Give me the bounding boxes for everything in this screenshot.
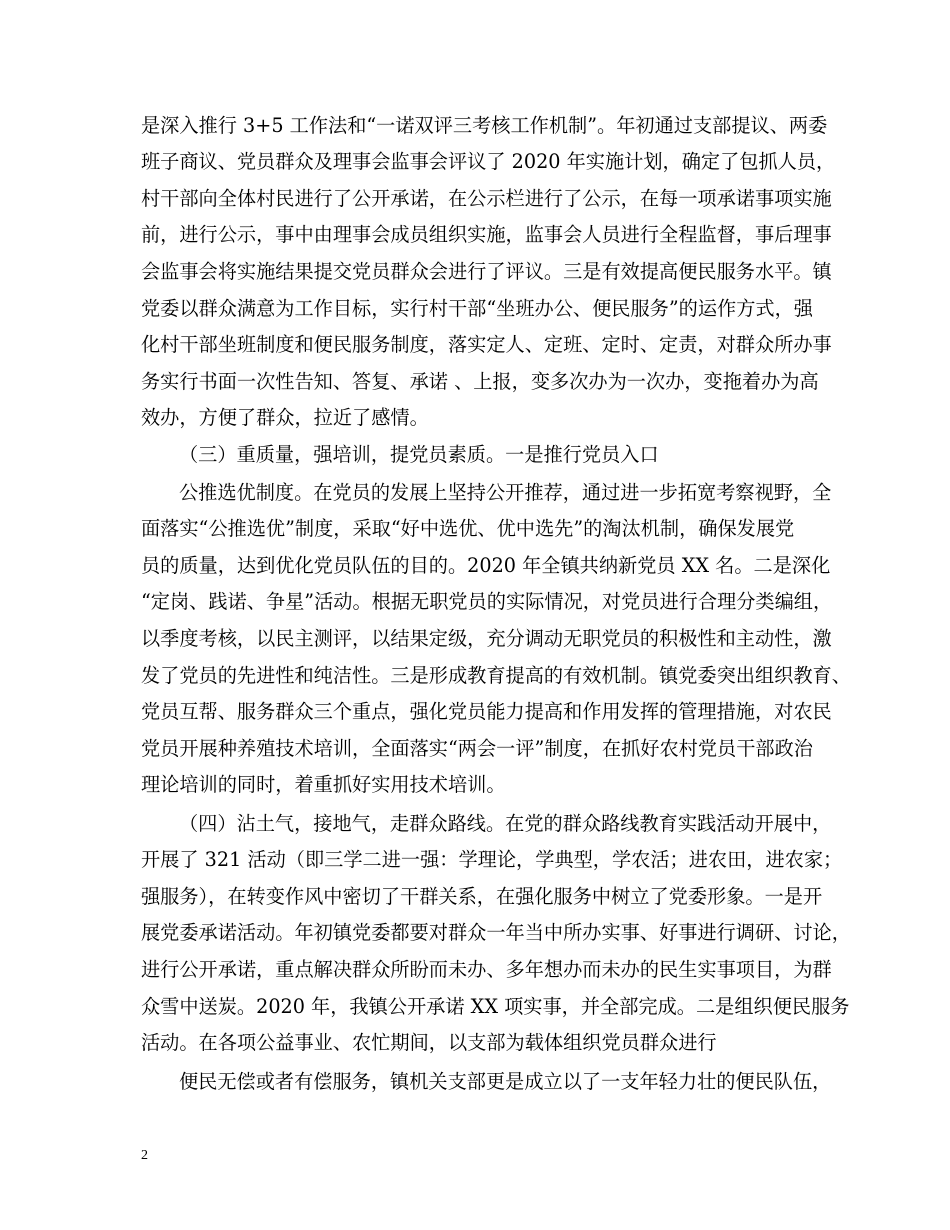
text-line: 展党委承诺活动。年初镇党委都要对群众一年当中所办实事、好事进行调研、讨论， <box>141 921 851 944</box>
section-heading-four: （四）沾土气，接地气，走群众路线。在党的群众路线教育实践活动开展中， <box>179 812 832 835</box>
text-line: 党员互帮、服务群众三个重点，强化党员能力提高和作用发挥的管理措施，对农民 <box>141 700 832 723</box>
text-line: 效办，方便了群众，拉近了感情。 <box>141 406 429 429</box>
text-line: 众雪中送炭。2020 年，我镇公开承诺 XX 项实事，并全部完成。二是组织便民服务 <box>141 995 850 1018</box>
text-line: 村干部向全体村民进行了公开承诺，在公示栏进行了公示，在每一项承诺事项实施 <box>141 187 832 210</box>
text-line: 员的质量，达到优化党员队伍的目的。2020 年全镇共纳新党员 XX 名。二是深化 <box>141 554 831 577</box>
text-line: 理论培训的同时，着重抓好实用技术培训。 <box>141 773 506 796</box>
text-line: 便民无偿或者有偿服务，镇机关支部更是成立以了一支年轻力壮的便民队伍， <box>179 1070 832 1093</box>
text-line: 党员开展种养殖技术培训，全面落实“两会一评”制度，在抓好农村党员干部政治 <box>141 737 813 760</box>
text-line: 开展了 321 活动（即三学二进一强：学理论，学典型，学农活；进农田，进农家； <box>141 848 843 871</box>
text-line: 活动。在各项公益事业、农忙期间，以支部为载体组织党员群众进行 <box>141 1031 717 1054</box>
text-line: 发了党员的先进性和纯洁性。三是形成教育提高的有效机制。镇党委突出组织教育、 <box>141 664 851 687</box>
text-line: 面落实“公推选优”制度，采取“好中选优、优中选先”的淘汰机制，确保发展党 <box>141 517 795 540</box>
text-line: 党委以群众满意为工作目标，实行村干部“坐班办公、便民服务”的运作方式，强 <box>141 297 813 320</box>
page-number: 2 <box>141 1148 148 1163</box>
text-line: 前，进行公示，事中由理事会成员组织实施，监事会人员进行全程监督，事后理事 <box>141 223 832 246</box>
text-line: 公推选优制度。在党员的发展上坚持公开推荐，通过进一步拓宽考察视野，全 <box>179 481 832 504</box>
text-line: 是深入推行 3+5 工作法和“一诺双评三考核工作机制”。年初通过支部提议、两委 <box>141 114 828 137</box>
text-line: 班子商议、党员群众及理事会监事会评议了 2020 年实施计划，确定了包抓人员， <box>141 150 836 173</box>
text-line: 务实行书面一次性告知、答复、承诺 、上报，变多次办为一次办，变拖着办为高 <box>141 370 819 393</box>
text-line: 强服务），在转变作风中密切了干群关系，在强化服务中树立了党委形象。一是开 <box>141 885 823 908</box>
section-heading-three: （三）重质量，强培训，提党员素质。一是推行党员入口 <box>179 443 659 466</box>
text-line: “定岗、践诺、争星”活动。根据无职党员的实际情况，对党员进行合理分类编组， <box>141 590 833 613</box>
text-line: 会监事会将实施结果提交党员群众会进行了评议。三是有效提高便民服务水平。镇 <box>141 260 832 283</box>
text-line: 进行公开承诺，重点解决群众所盼而未办、多年想办而未办的民生实事项目，为群 <box>141 958 832 981</box>
text-line: 化村干部坐班制度和便民服务制度，落实定人、定班、定时、定责，对群众所办事 <box>141 333 832 356</box>
text-line: 以季度考核，以民主测评，以结果定级，充分调动无职党员的积极性和主动性，激 <box>141 627 832 650</box>
